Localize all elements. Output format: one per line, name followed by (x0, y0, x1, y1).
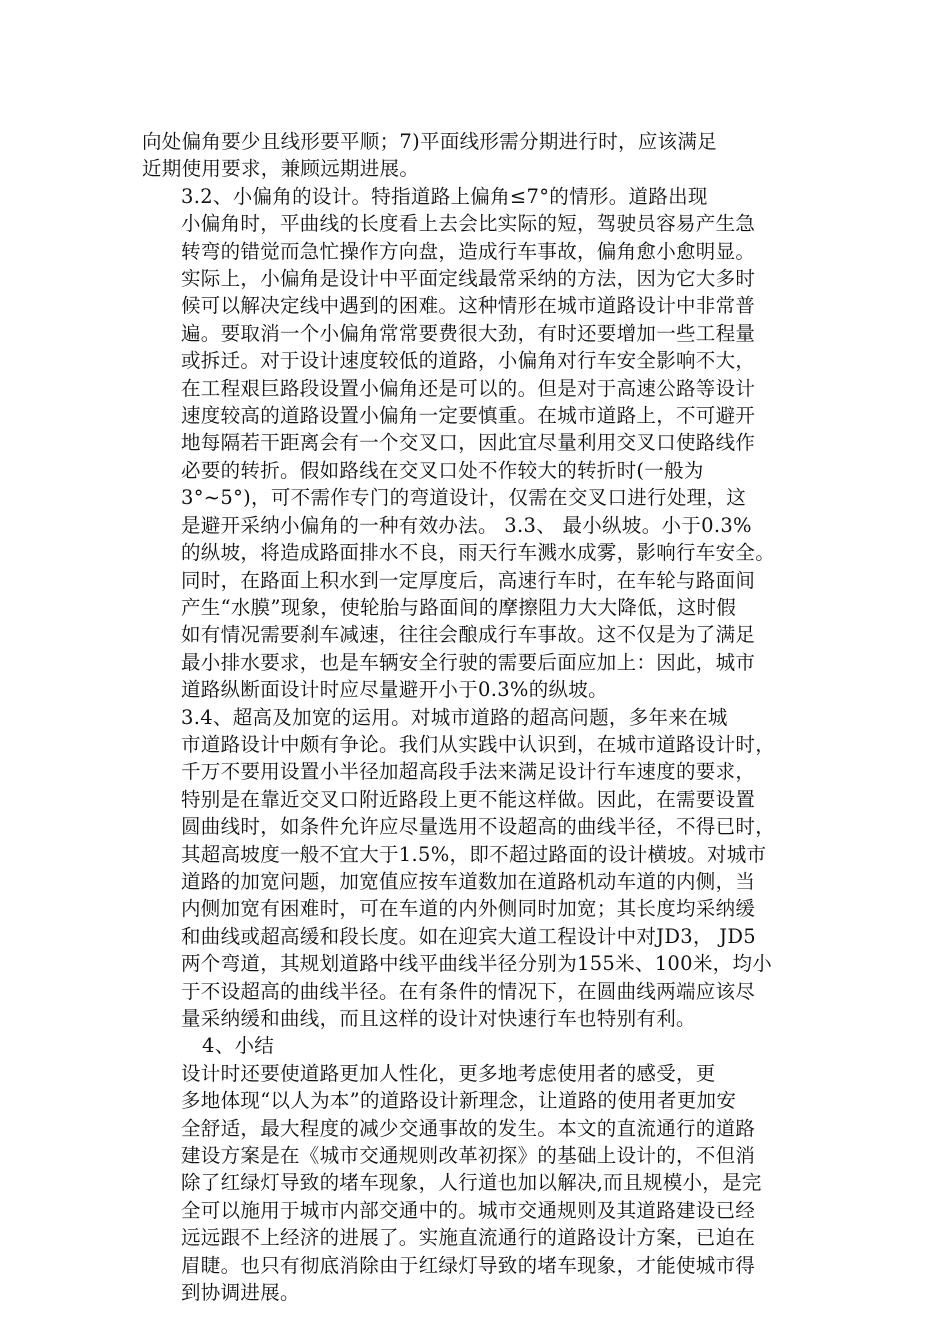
text-line: 全可以施用于城市内部交通中的。城市交通规则及其道路建设已经 (181, 1198, 756, 1222)
text-line: 近期使用要求，兼顾远期进展。 (142, 157, 420, 181)
text-line: 多地体现“以人为本”的道路设计新理念，让道路的使用者更加安 (181, 1089, 737, 1113)
document-body (142, 128, 808, 1032)
text-line: 市道路设计中颇有争论。我们从实践中认识到，在城市道路设计时， (181, 732, 776, 756)
text-line: 速度较高的道路设置小偏角一定要慎重。在城市道路上，不可避开 (181, 404, 756, 428)
text-line: 特别是在靠近交叉口附近路段上更不能这样做。因此，在需要设置 (181, 787, 756, 811)
paragraph-p2 (142, 183, 808, 704)
paragraph-p4 (142, 1060, 808, 1307)
text-line: 远远跟不上经济的进展了。实施直流通行的道路设计方案，已迫在 (181, 1226, 756, 1250)
text-line: 如有情况需要刹车减速，往往会酿成行车事故。这不仅是为了满足 (181, 623, 756, 647)
text-line: 最小排水要求，也是车辆安全行驶的需要后面应加上：因此，城市 (181, 650, 756, 674)
text-line: 建设方案是在《城市交通规则改革初探》的基础上设计的，不但消 (181, 1144, 756, 1168)
text-line: 实际上，小偏角是设计中平面定线最常采纳的方法，因为它大多时 (181, 267, 756, 291)
text-line: 是避开采纳小偏角的一种有效办法。 3.3、 最小纵坡。小于0.3% (181, 513, 752, 537)
paragraph-p1 (142, 128, 808, 183)
document-page (142, 128, 808, 1306)
conclusion-body (142, 1060, 808, 1307)
text-line: 全舒适，最大程度的减少交通事故的发生。本文的直流通行的道路 (181, 1116, 756, 1140)
text-line: 或拆迁。对于设计速度较低的道路，小偏角对行车安全影响不大， (181, 349, 756, 373)
text-line: 千万不要用设置小半径加超高段手法来满足设计行车速度的要求， (181, 760, 756, 784)
text-line: 地每隔若干距离会有一个交叉口，因此宜尽量利用交叉口使路线作 (181, 431, 756, 455)
text-line: 在工程艰巨路段设置小偏角还是可以的。但是对于高速公路等设计 (181, 376, 756, 400)
text-line: 必要的转折。假如路线在交叉口处不作较大的转折时(一般为 (181, 458, 704, 482)
text-line: 同时，在路面上积水到一定厚度后，高速行车时，在车轮与路面间 (181, 568, 756, 592)
text-line: 内侧加宽有困难时，可在车道的内外侧同时加宽；其长度均采纳缓 (181, 897, 756, 921)
text-line: 转弯的错觉而急忙操作方向盘，造成行车事故，偏角愈小愈明显。 (181, 239, 756, 263)
text-line: 除了红绿灯导致的堵车现象，人行道也加以解决,而且规模小，是完 (181, 1171, 762, 1195)
text-line: 小偏角时，平曲线的长度看上去会比实际的短，驾驶员容易产生急 (181, 212, 756, 236)
text-line: 的纵坡，将造成路面排水不良，雨天行车溅水成雾，影响行车安全。 (181, 541, 776, 565)
text-line: 3.2、小偏角的设计。特指道路上偏角≤7°的情形。道路出现 (181, 184, 708, 208)
text-line: 两个弯道，其规划道路中线平曲线半径分别为155米、100米，均小 (181, 952, 773, 976)
section-heading: 4、小结 (202, 1034, 275, 1058)
text-line: 3°~5°)，可不需作专门的弯道设计，仅需在交叉口进行处理，这 (181, 486, 747, 510)
text-line: 其超高坡度一般不宜大于1.5%，即不超过路面的设计横坡。对城市 (181, 842, 767, 866)
text-line: 眉睫。也只有彻底消除由于红绿灯导致的堵车现象，才能使城市得 (181, 1253, 756, 1277)
text-line: 道路纵断面设计时应尽量避开小于0.3%的纵坡。 (181, 678, 608, 702)
text-line: 量采纳缓和曲线，而且这样的设计对快速行车也特别有利。 (181, 1007, 696, 1030)
text-line: 道路的加宽问题，加宽值应按车道数加在道路机动车道的内侧，当 (181, 869, 756, 893)
text-line: 3.4、超高及加宽的运用。对城市道路的超高问题，多年来在城 (181, 705, 728, 729)
text-line: 圆曲线时，如条件允许应尽量选用不设超高的曲线半径，不得已时， (181, 815, 776, 839)
text-line: 遍。要取消一个小偏角常常要费很大劲，有时还要增加一些工程量 (181, 321, 756, 345)
text-line: 候可以解决定线中遇到的困难。这种情形在城市道路设计中非常普 (181, 294, 756, 318)
text-line: 向处偏角要少且线形要平顺；7)平面线形需分期进行时，应该满足 (142, 130, 718, 153)
paragraph-p3 (142, 704, 808, 1033)
text-line: 产生“水膜”现象，使轮胎与路面间的摩擦阻力大大降低，这时假 (181, 595, 737, 619)
text-line: 和曲线或超高缓和段长度。如在迎宾大道工程设计中对JD3， JD5 (181, 924, 757, 948)
text-line: 于不设超高的曲线半径。在有条件的情况下，在圆曲线两端应该尽 (181, 979, 756, 1003)
text-line: 到协调进展。 (181, 1281, 300, 1305)
text-line: 设计时还要使道路更加人性化，更多地考虑使用者的感受，更 (181, 1061, 716, 1085)
